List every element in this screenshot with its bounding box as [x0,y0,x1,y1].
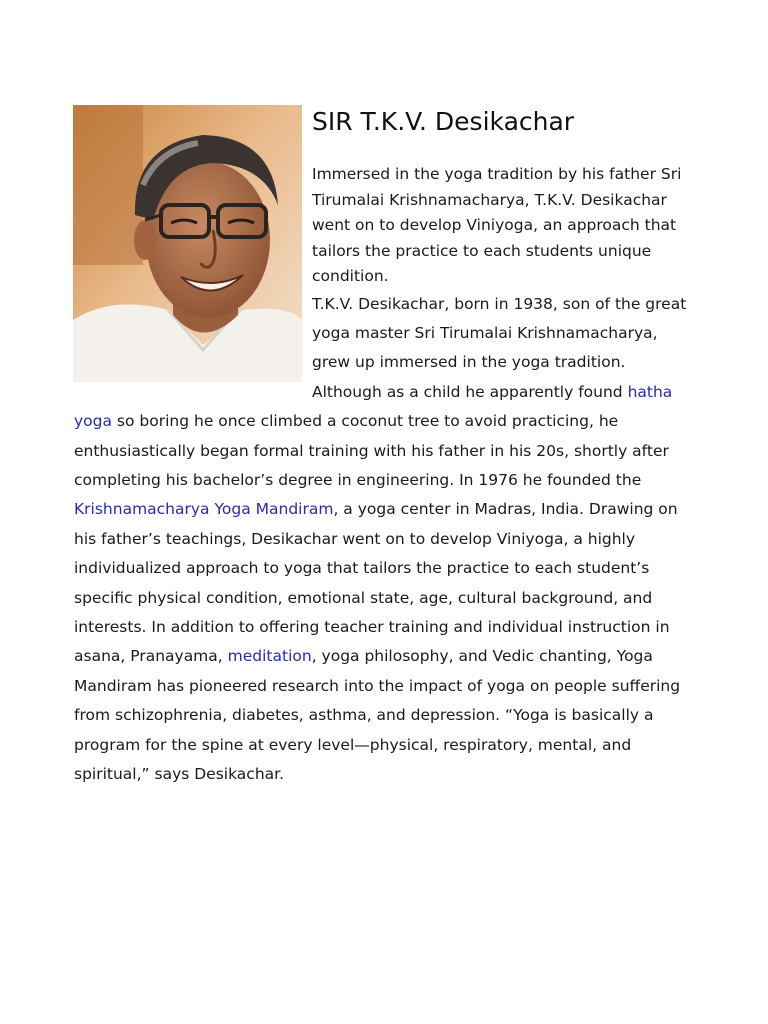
body-text-part-3: , a yoga center in Madras, India. Drawing on his father’s teachings, Desikachar went on to develop Viniyoga, a highly individualized approach to yoga that tailors the practice to each student’s specific physical condition, emotional state, age, cultural background, and interests. In addition to offering teacher training and individual instruction in asana, Pranayama, [74,500,678,666]
document-title: SIR T.K.V. Desikachar [312,107,575,136]
body-text-part-4: , yoga philosophy, and Vedic chanting, Yoga Mandiram has pioneered research into the impact of yoga on people suffering from schizophrenia, diabetes, asthma, and depression. “Yoga is basically a program for the spine at every level—physical, respiratory, mental, and spiritual,” says Desikachar. [74,647,681,783]
intro-paragraph: Immersed in the yoga tradition by his father Sri Tirumalai Krishnamacharya, T.K.V. Desikachar went on to develop Viniyoga, an approach that tailors the practice to each students unique condition. [312,165,682,285]
krishnamacharya-yoga-mandiram-link[interactable]: Krishnamacharya Yoga Mandiram [74,500,334,519]
body-text-part-1: T.K.V. Desikachar, born in 1938, son of the great yoga master Sri Tirumalai Krishnamacharya, grew up immersed in the yoga tradition. Although as a child he apparently found [312,294,687,401]
hatha-yoga-link[interactable]: hatha yoga [74,382,673,431]
document-page [74,105,696,789]
portrait-image [73,105,302,382]
portrait-photo [73,105,302,382]
meditation-link[interactable]: meditation [227,647,312,666]
body-text-part-2: so boring he once climbed a coconut tree to avoid practicing, he enthusiastically began formal training with his father in his 20s, shortly after completing his bachelor’s degree in engineering. In 1976 he founded the [74,412,669,489]
